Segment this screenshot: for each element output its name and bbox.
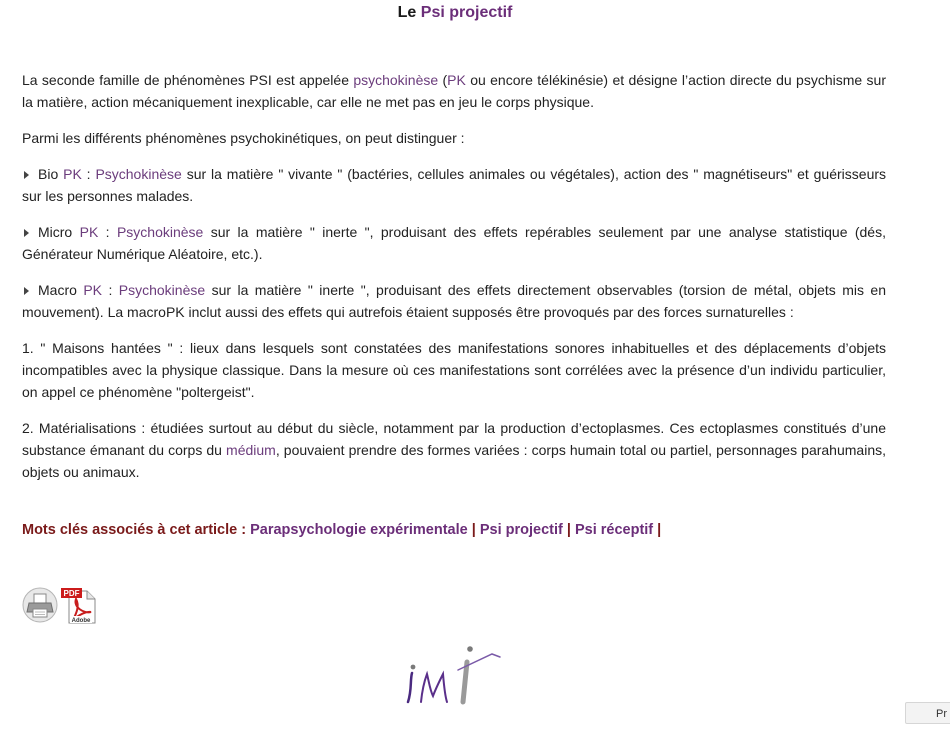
keywords-bar	[22, 522, 661, 538]
pdf-icon[interactable]	[61, 587, 99, 625]
list-item-materializations	[22, 417, 886, 483]
link-pk[interactable]: PK	[79, 224, 99, 240]
link-psychokinese[interactable]: Psychokinèse	[116, 224, 204, 240]
text: 2. Matérialisations : étudiées surtout au début du siècle, notamment par la production d’ectoplasmes. Ces ectoplasmes constitués d’une substance émanant du corps du	[22, 420, 886, 458]
bullet-bio-pk	[22, 163, 886, 207]
text: :	[81, 166, 96, 182]
link-pk[interactable]: PK	[447, 72, 466, 88]
link-psychokinese[interactable]: Psychokinèse	[118, 282, 206, 298]
text: Micro	[38, 224, 80, 240]
text: , pouvaient prendre des formes variées : corps humain total ou partiel, personnages parahumains, objets ou animaux.	[22, 442, 886, 480]
page-title	[0, 4, 910, 22]
text: La seconde famille de phénomènes PSI est appelée	[22, 72, 354, 88]
pdf-badge-text: PDF	[63, 589, 80, 598]
keyword-separator: |	[566, 522, 571, 538]
keyword-separator: |	[657, 522, 662, 538]
link-psychokinese[interactable]: psychokinèse	[353, 72, 439, 88]
bullet-macro-pk	[22, 279, 886, 323]
paragraph-distinguish: Parmi les différents phénomènes psychokinétiques, on peut distinguer :	[22, 130, 465, 146]
bullet-arrow-icon	[24, 229, 29, 237]
keyword-link-psi-projectif[interactable]: Psi projectif	[479, 522, 563, 538]
link-medium[interactable]: médium	[226, 442, 276, 458]
text: :	[98, 224, 117, 240]
text: (	[438, 72, 448, 88]
printer-icon[interactable]	[22, 587, 58, 623]
bullet-arrow-icon	[24, 287, 29, 295]
bullet-arrow-icon	[24, 171, 29, 179]
keyword-link-parapsychologie[interactable]: Parapsychologie expérimentale	[250, 522, 468, 538]
keyword-separator: |	[471, 522, 476, 538]
bullet-micro-pk	[22, 221, 886, 265]
text: ou encore télékinésie) et désigne l’action directe du psychisme sur la matière, action mécaniquement inexplicable, car elle ne met pas en jeu le corps physique.	[22, 72, 886, 110]
corner-button[interactable]: Pr	[905, 702, 950, 724]
paragraph-intro	[22, 69, 886, 113]
text: sur la matière " vivante " (bactéries, cellules animales ou végétales), action des " magnétiseurs" et guérisseurs sur les personnes malades.	[22, 166, 887, 204]
site-logo[interactable]	[400, 640, 510, 710]
text: sur la matière " inerte ", produisant des effets directement observables (torsion de métal, objets mis en mouvement). La macroPK inclut aussi des effets qui autrefois étaient supposés être provoqués par des forces surnaturelles :	[22, 282, 886, 320]
text: sur la matière " inerte ", produisant des effets repérables seulement par une analyse statistique (dés, Générateur Numérique Aléatoire, etc.).	[22, 224, 886, 262]
link-pk[interactable]: PK	[83, 282, 103, 298]
article-body	[22, 69, 886, 497]
keyword-link-psi-receptif[interactable]: Psi réceptif	[574, 522, 654, 538]
text: Bio	[38, 166, 64, 182]
title-link[interactable]: Psi projectif	[420, 4, 513, 21]
keywords-label: Mots clés associés à cet article :	[22, 522, 247, 538]
link-pk[interactable]: PK	[63, 166, 82, 182]
text: Macro	[38, 282, 84, 298]
text: :	[102, 282, 119, 298]
list-item-haunted-houses: 1. " Maisons hantées " : lieux dans lesquels sont constatées des manifestations sonores inhabituelles et des déplacements d’objets incompatibles avec la physique classique. Dans la mesure où ces manifestations sont corrélées avec la présence d’un individu particulier, on appel ce phénomène "poltergeist".	[22, 340, 886, 400]
pdf-brand-text: Adobe	[71, 618, 91, 624]
title-prefix: Le	[397, 4, 417, 21]
link-psychokinese[interactable]: Psychokinèse	[95, 166, 182, 182]
